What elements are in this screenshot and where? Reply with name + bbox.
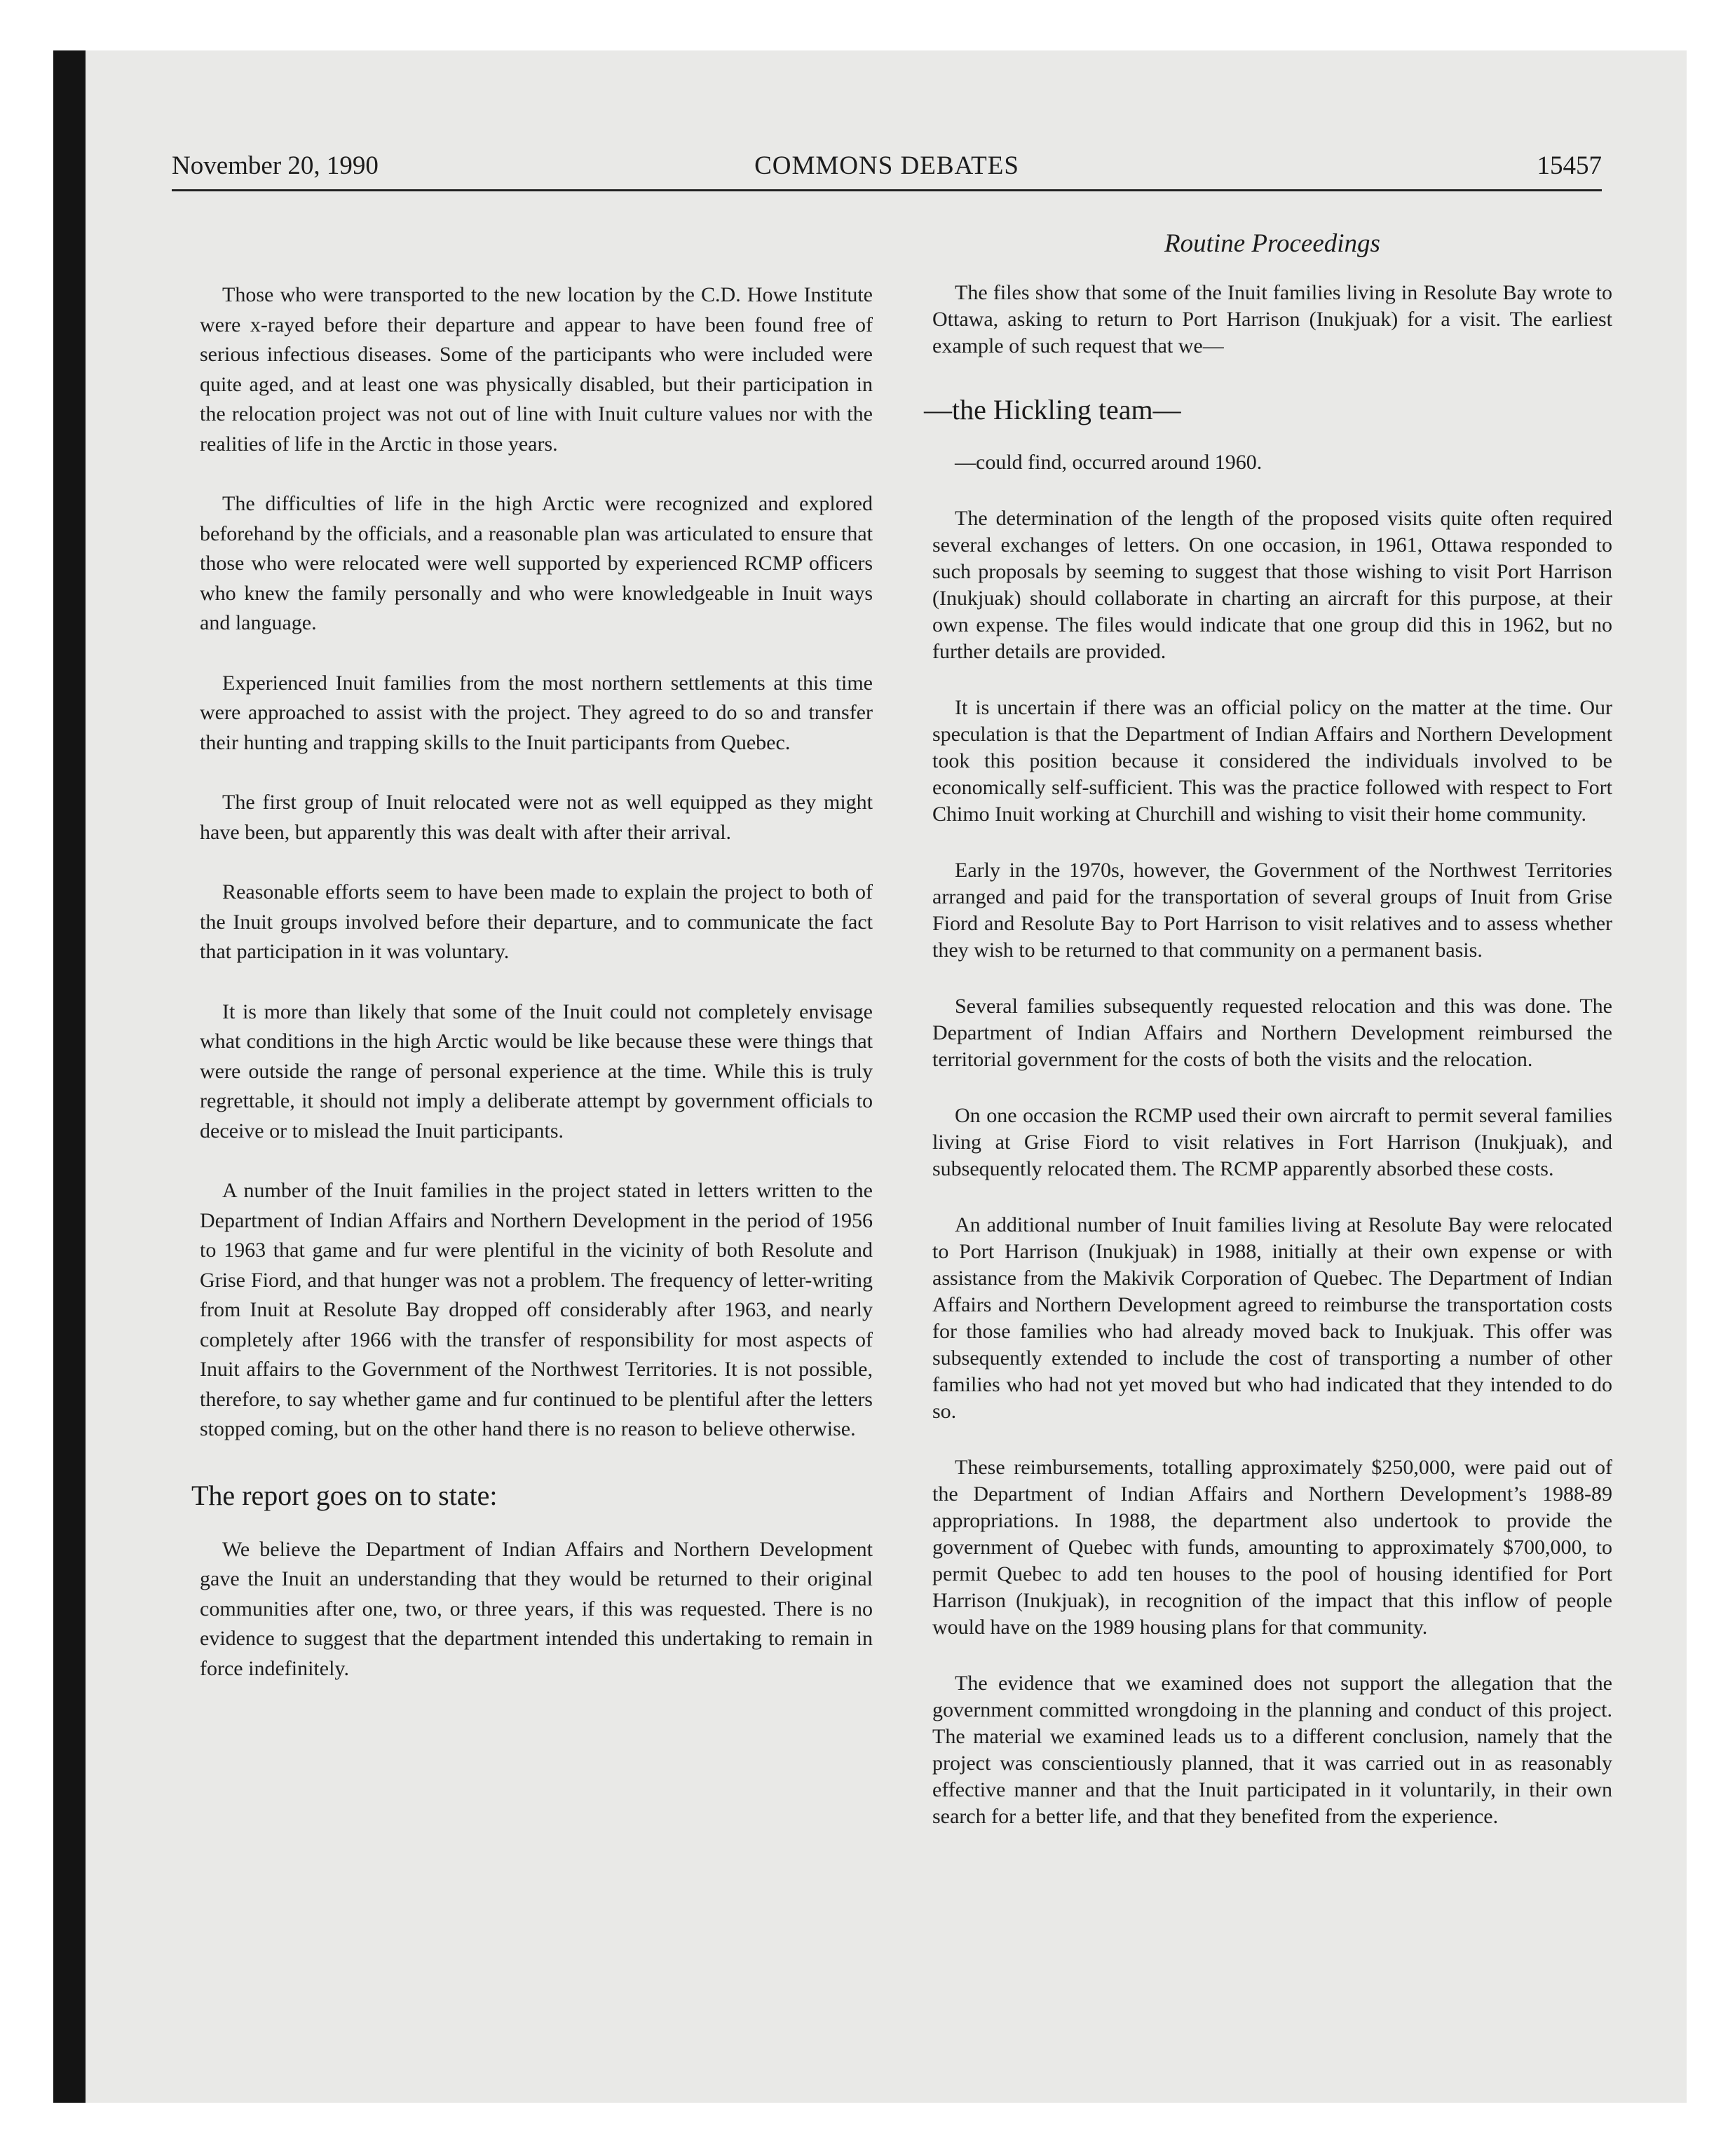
paragraph: —could find, occurred around 1960. [955, 451, 1263, 474]
paragraph: A number of the Inuit families in the project stated in letters written to the Department of Indian Affairs and Northern Development in the period of 1956 to 1963 that game and fur were plentiful in the vicinity of both Resolute and Grise Fiord, and that hunger was not a problem. The frequency of letter-writing from Inuit at Resolute Bay dropped off considerably after 1963, and nearly completely after 1966 with the transfer of responsibility for most aspects of Inuit affairs to the Government of the Northwest Territories. It is not possible, therefore, to say whether game and fur continued to be plentiful after the letters stopped coming, but on the other hand there is no reason to believe otherwise. [200, 1179, 873, 1440]
paragraph: The difficulties of life in the high Arctic were recognized and explored beforehand by the officials, and a reasonable plan was articulated to ensure that those who were relocated were well supported by experienced RCMP officers who knew the family personally and who were knowledgeable in Inuit ways and language. [200, 492, 873, 634]
interjection-heading: —the Hickling team— [924, 394, 1181, 425]
paragraph: On one occasion the RCMP used their own aircraft to permit several families living at Grise Fiord to visit relatives in Fort Harrison (Inukjuak), and subsequently relocated them. The RCMP apparently absorbed these costs. [932, 1104, 1612, 1180]
section-title: Routine Proceedings [1164, 229, 1380, 258]
paragraph: Experienced Inuit families from the most northern settlements at this time were approached to assist with the project. They agreed to do so and transfer their hunting and trapping skills to the Inuit participants from Quebec. [200, 671, 873, 754]
paragraph: It is more than likely that some of the Inuit could not completely envisage what conditions in the high Arctic would be like because these were things that were outside the range of personal experience at the time. While this is truly regrettable, it should not imply a deliberate attempt by government officials to deceive or to mislead the Inuit participants. [200, 999, 873, 1142]
paragraph: Early in the 1970s, however, the Government of the Northwest Territories arranged and paid for the transportation of several groups of Inuit from Grise Fiord and Resolute Bay to Port Harrison to visit relatives and to assess whether they wish to be returned to that community on a permanent basis. [932, 859, 1612, 962]
paragraph: Reasonable efforts seem to have been made to explain the project to both of the Inuit groups involved before their departure, and to communicate the fact that participation in it was voluntary. [200, 880, 873, 963]
paragraph: Several families subsequently requested relocation and this was done. The Department of Indian Affairs and Northern Development reimbursed the territorial government for the costs of both the visits and the relocation. [932, 995, 1612, 1071]
right-column [924, 228, 1612, 1860]
page-header [172, 149, 1602, 191]
paragraph: The first group of Inuit relocated were not as well equipped as they might have been, but apparently this was dealt with after their arrival. [200, 791, 873, 844]
header-publication: COMMONS DEBATES [754, 151, 1019, 180]
header-date: November 20, 1990 [172, 151, 379, 180]
quoted-paragraph: We believe the Department of Indian Affairs and Northern Development gave the Inuit an understanding that they would be returned to their original communities after one, two, or three years, if this was requested. There is no evidence to suggest that the department intended this undertaking to remain in force indefinitely. [200, 1537, 873, 1680]
interjection-heading: The report goes on to state: [191, 1479, 498, 1511]
header-page-number: 15457 [1537, 151, 1602, 180]
paragraph: The evidence that we examined does not support the allegation that the government committed wrongdoing in the planning and conduct of this project. The material we examined leads us to a different conclusion, namely that the project was conscientiously planned, that it was carried out in as reasonably effective manner and that the Inuit participated in it voluntarily, in their own search for a better life, and that they benefited from the experience. [932, 1672, 1612, 1828]
left-column [191, 280, 873, 1714]
paragraph: An additional number of Inuit families living at Resolute Bay were relocated to Port Harrison (Inukjuak) in 1988, initially at their own expense or with assistance from the Makivik Corporation of Quebec. The Department of Indian Affairs and Northern Development agreed to reimburse the transportation costs for those families who had already moved back to Inukjuak. This offer was subsequently extended to include the cost of transporting a number of other families who had not yet moved but who had indicated that they intended to do so. [932, 1213, 1612, 1423]
paragraph: It is uncertain if there was an official policy on the matter at the time. Our speculation is that the Department of Indian Affairs and Northern Development took this position because it considered the individuals involved to be economically self-sufficient. This was the practice followed with respect to Fort Chimo Inuit working at Churchill and wishing to visit their home community. [932, 696, 1612, 826]
binding-edge [53, 50, 86, 2103]
paragraph: These reimbursements, totalling approximately $250,000, were paid out of the Department of Indian Affairs and Northern Development’s 1988-89 appropriations. In 1988, the department also undertook to provide the government of Quebec with funds, amounting to approximately $700,000, to permit Quebec to add ten houses to the pool of housing identified for Port Harrison (Inukjuak), in recognition of the impact that this inflow of people would have on the 1989 housing plans for that community. [932, 1456, 1612, 1639]
paragraph: The determination of the length of the proposed visits quite often required several exchanges of letters. On one occasion, in 1961, Ottawa responded to such proposals by seeming to suggest that those wishing to visit Port Harrison (Inukjuak) should collaborate in charting an aircraft for this purpose, at their own expense. The files would indicate that one group did this in 1962, but no further details are provided. [932, 507, 1612, 663]
paragraph: Those who were transported to the new location by the C.D. Howe Institute were x-rayed before their departure and appear to have been found free of serious infectious diseases. Some of the participants who were included were quite aged, and at least one was physically disabled, but their participation in the relocation project was not out of line with Inuit culture values nor with the realities of life in the Arctic in those years. [200, 283, 873, 456]
header-rule [172, 189, 1602, 191]
paragraph: The files show that some of the Inuit families living in Resolute Bay wrote to Ottawa, asking to return to Port Harrison (Inukjuak) for a visit. The earliest example of such request that we— [932, 281, 1612, 357]
